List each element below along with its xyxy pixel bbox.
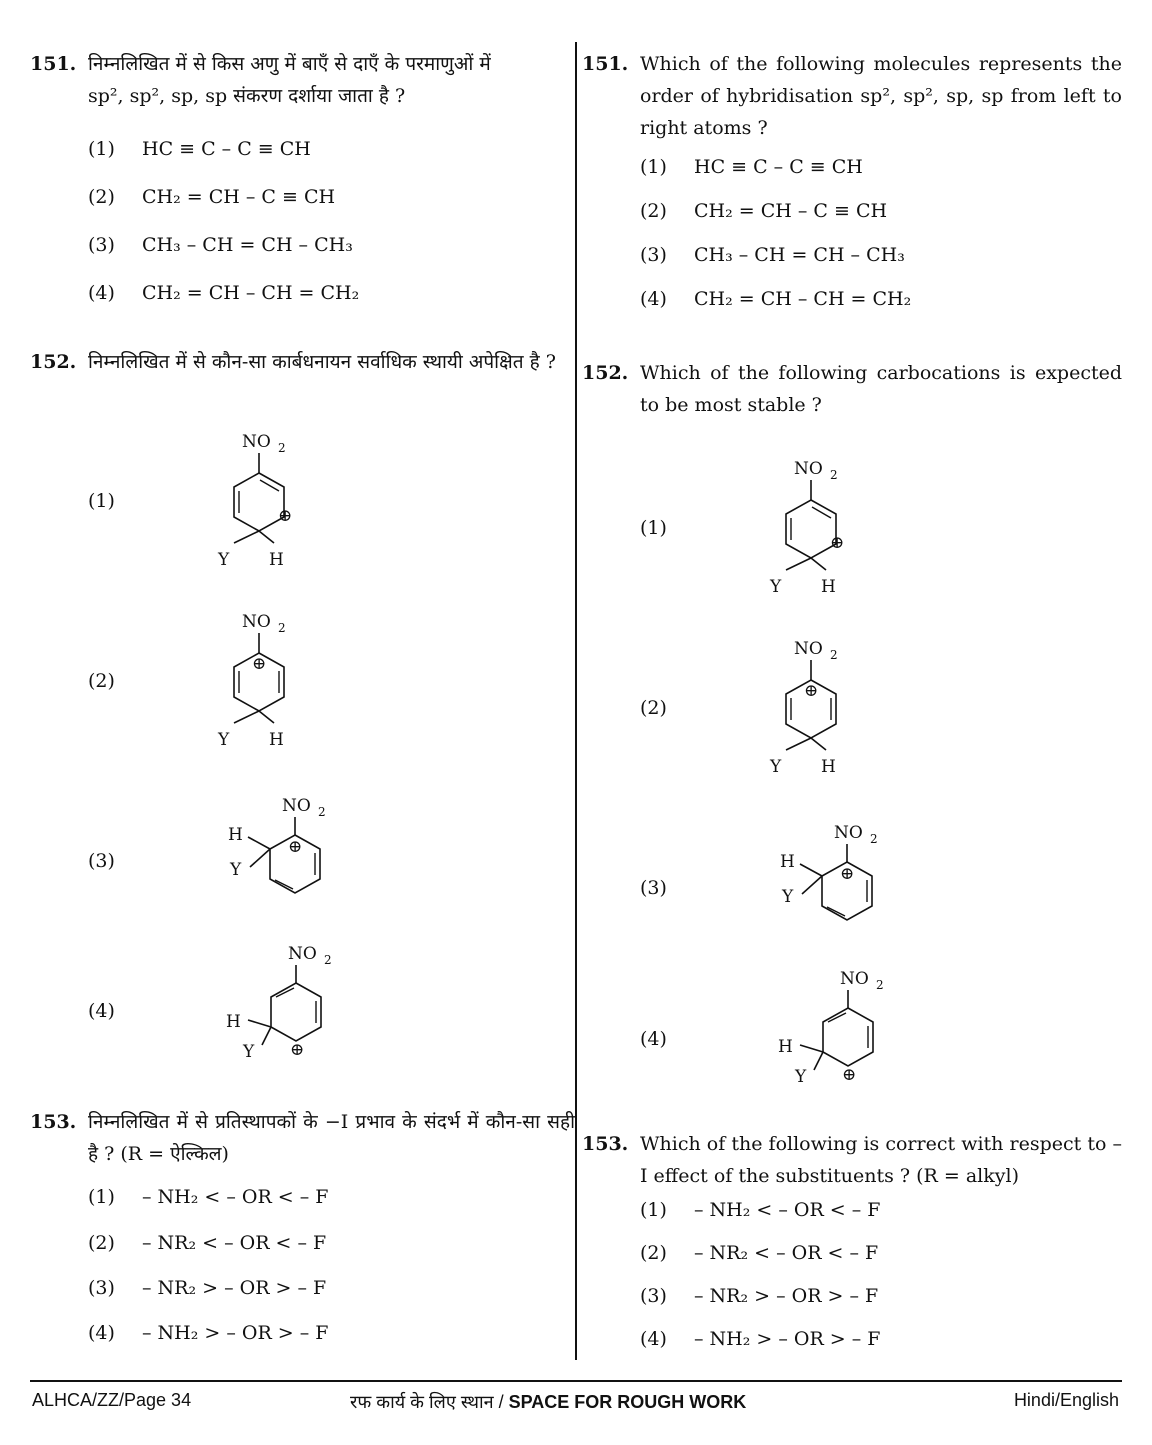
svg-text:2: 2 [830,468,838,482]
hindi-question-151 [30,48,575,112]
carbocation-4-diagram [700,960,884,1110]
svg-text:2: 2 [324,953,332,967]
question-number: 152. [582,362,629,384]
svg-text:⊕: ⊕ [278,506,293,526]
svg-text:⊕: ⊕ [288,837,303,857]
english-question-151 [582,48,1122,144]
question-number: 151. [582,53,629,75]
svg-text:⊕: ⊕ [804,681,819,701]
option-1: (1) HC ≡ C – C ≡ CH [640,156,863,178]
svg-text:H: H [780,852,795,872]
svg-text:Y: Y [770,757,782,777]
svg-text:H: H [821,757,836,777]
option-3: (3) CH₃ – CH = CH – CH₃ [640,244,905,266]
svg-text:H: H [226,1012,241,1032]
svg-text:Y: Y [230,860,242,880]
rough-work-label: रफ कार्य के लिए स्थान / SPACE FOR ROUGH WORK [350,1392,747,1412]
question-number: 152. [30,351,77,373]
footer-rule [30,1380,1122,1382]
carbocation-3-diagram [148,785,326,935]
svg-text:NO: NO [834,823,863,843]
option-3: (3) – NR₂ > – OR > – F [640,1285,879,1307]
svg-text:NO: NO [794,639,823,659]
option-4: (4) CH₂ = CH – CH = CH₂ [640,288,912,310]
svg-text:⊕: ⊕ [252,654,267,674]
svg-text:H: H [228,825,243,845]
option-4: (4) CH₂ = CH – CH = CH₂ [88,282,360,304]
svg-text:⊕: ⊕ [840,864,855,884]
english-question-153 [582,1128,1122,1192]
svg-text:2: 2 [870,832,878,846]
svg-text:⊕: ⊕ [290,1040,305,1060]
svg-text:2: 2 [876,978,884,992]
svg-text:Y: Y [782,887,794,907]
question-text: Which of the following is correct with respect to – I effect of the substituents ? (R = alkyl) [640,1133,1122,1187]
hindi-question-152 [30,346,575,378]
english-question-152 [582,357,1122,421]
option-3: (3) – NR₂ > – OR > – F [88,1277,327,1299]
svg-text:NO: NO [242,432,271,452]
svg-text:Y: Y [218,550,230,570]
svg-text:2: 2 [830,648,838,662]
option-2: (2) CH₂ = CH – C ≡ CH [88,186,336,208]
question-text: निम्नलिखित में से किस अणु में बाएँ से दाएँ के परमाणुओं में sp², sp², sp, sp संकरण दर्शाया जाता है ? [88,53,491,107]
language-label: Hindi/English [1013,1390,1119,1410]
carbocation-4-diagram [148,935,332,1085]
column-divider [575,42,577,1360]
hybridisation-sequence: sp², sp², sp, sp [88,85,228,107]
option-3: (3) CH₃ – CH = CH – CH₃ [88,234,353,256]
option-2: (2) CH₂ = CH – C ≡ CH [640,200,888,222]
svg-text:2: 2 [278,621,286,635]
svg-text:Y: Y [243,1042,255,1062]
svg-text:H: H [821,577,836,597]
svg-text:H: H [778,1037,793,1057]
carbocation-3-diagram [700,812,878,962]
svg-text:Y: Y [770,577,782,597]
option-1: (1) – NH₂ < – OR < – F [640,1199,881,1221]
question-text: निम्नलिखित में से प्रतिस्थापकों के −I प्रभाव के संदर्भ में कौन-सा सही है ? (R = ऐल्किल) [88,1111,575,1165]
carbocation-2-diagram [700,632,840,782]
option-1: (1) – NH₂ < – OR < – F [88,1186,329,1208]
svg-text:NO: NO [794,459,823,479]
question-number: 151. [30,53,77,75]
svg-text:⊕: ⊕ [842,1065,857,1085]
option-4: (4) – NH₂ > – OR > – F [88,1322,329,1344]
carbocation-1-diagram [700,452,845,602]
svg-text:Y: Y [218,730,230,750]
carbocation-2-diagram [148,605,288,755]
question-text: निम्नलिखित में से कौन-सा कार्बधनायन सर्वाधिक स्थायी अपेक्षित है ? [88,351,556,373]
svg-text:NO: NO [242,612,271,632]
question-text: Which of the following molecules represents the order of hybridisation sp², sp², sp, sp from left to right atoms ? [640,53,1122,139]
svg-text:2: 2 [278,441,286,455]
svg-text:⊕: ⊕ [830,533,845,553]
page-code: ALHCA/ZZ/Page 34 [32,1390,192,1410]
svg-text:H: H [269,550,284,570]
svg-text:NO: NO [288,944,317,964]
svg-text:2: 2 [318,805,326,819]
svg-text:NO: NO [840,969,869,989]
carbocation-1-diagram [148,425,293,575]
svg-text:Y: Y [795,1067,807,1087]
question-text: Which of the following carbocations is expected to be most stable ? [640,362,1122,416]
svg-text:NO: NO [282,796,311,816]
question-number: 153. [30,1111,77,1133]
option-2: (2) – NR₂ < – OR < – F [88,1232,327,1254]
question-number: 153. [582,1133,629,1155]
svg-text:H: H [269,730,284,750]
hindi-question-153 [30,1106,575,1170]
option-2: (2) – NR₂ < – OR < – F [640,1242,879,1264]
option-1: (1) HC ≡ C – C ≡ CH [88,138,311,160]
option-4: (4) – NH₂ > – OR > – F [640,1328,881,1350]
